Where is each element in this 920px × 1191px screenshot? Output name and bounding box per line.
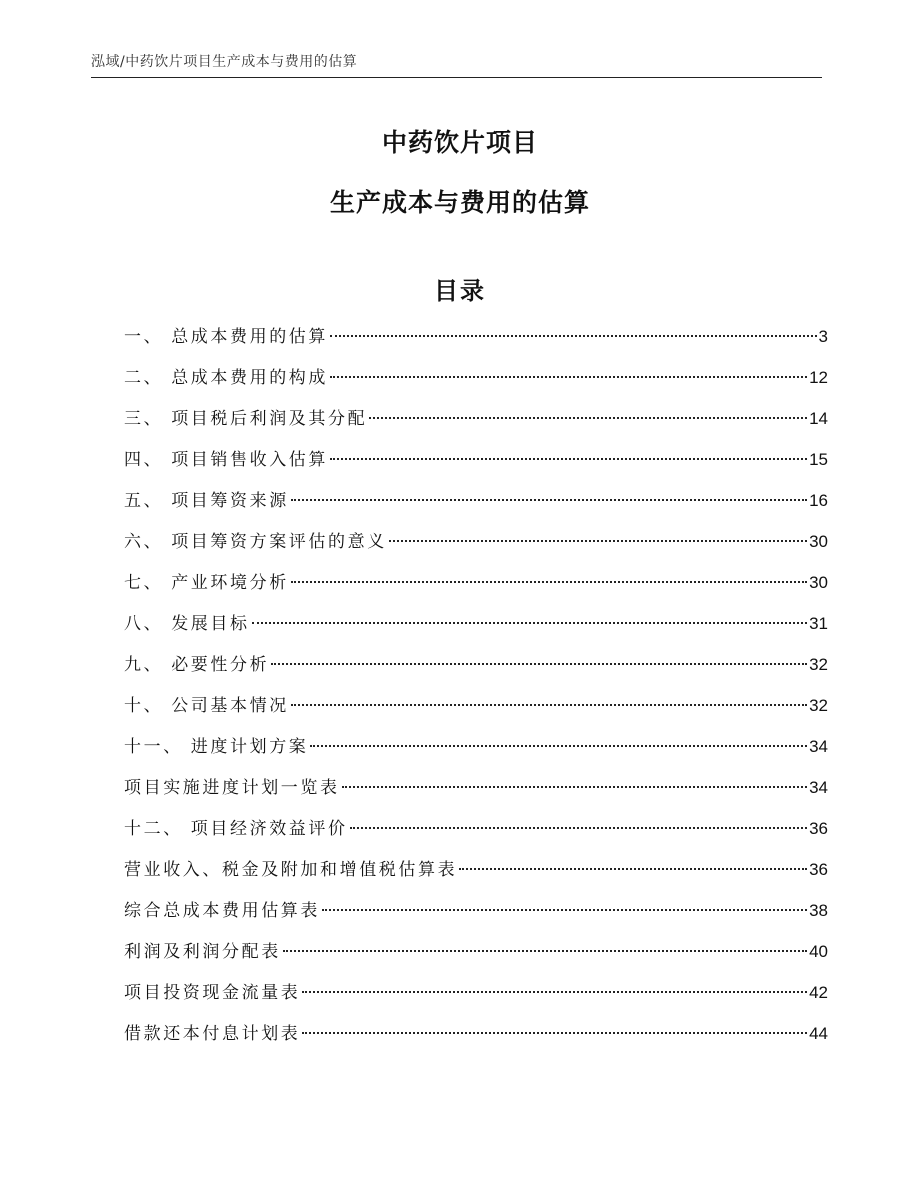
toc-entry[interactable] [124, 685, 828, 726]
toc-entry[interactable] [124, 931, 828, 972]
toc-entry-label: 一、 总成本费用的估算 [124, 327, 329, 347]
document-title-line-1: 中药饮片项目 [381, 128, 538, 157]
toc-dot-leader [322, 909, 807, 911]
toc-entry-label: 五、 项目筹资来源 [124, 491, 289, 511]
toc-entry-label: 七、 产业环境分析 [124, 573, 289, 593]
toc-entry[interactable] [124, 562, 828, 603]
toc-dot-leader [342, 786, 807, 788]
toc-entry[interactable] [124, 767, 828, 808]
toc-dot-leader [350, 827, 807, 829]
toc-entry-label: 六、 项目筹资方案评估的意义 [124, 532, 387, 552]
toc-dot-leader [330, 335, 817, 337]
toc-entry[interactable] [124, 480, 828, 521]
toc-entry-page: 34 [809, 778, 828, 797]
toc-dot-leader [302, 1032, 807, 1034]
toc-entry[interactable] [124, 603, 828, 644]
toc-dot-leader [459, 868, 807, 870]
toc-entry[interactable] [124, 316, 828, 357]
toc-entry-page: 31 [809, 614, 828, 633]
toc-dot-leader [369, 417, 807, 419]
toc-entry-page: 30 [809, 532, 828, 551]
toc-entry-page: 12 [809, 368, 828, 387]
toc-dot-leader [302, 991, 807, 993]
toc-entry[interactable] [124, 972, 828, 1013]
toc-entry-page: 38 [809, 901, 828, 920]
toc-dot-leader [330, 376, 807, 378]
header-divider [91, 77, 822, 78]
toc-entry-page: 34 [809, 737, 828, 756]
toc-dot-leader [330, 458, 807, 460]
toc-entry-page: 44 [809, 1024, 828, 1043]
toc-dot-leader [291, 704, 807, 706]
toc-entry-label: 综合总成本费用估算表 [124, 901, 320, 921]
toc-entry[interactable] [124, 849, 828, 890]
toc-entry[interactable] [124, 808, 828, 849]
toc-entry-page: 30 [809, 573, 828, 592]
toc-entry-label: 十二、 项目经济效益评价 [124, 819, 348, 839]
running-header: 泓域/中药饮片项目生产成本与费用的估算 [91, 54, 358, 70]
toc-entry-page: 32 [809, 655, 828, 674]
toc-entry-page: 14 [809, 409, 828, 428]
toc-entry[interactable] [124, 439, 828, 480]
toc-entry-label: 九、 必要性分析 [124, 655, 270, 675]
toc-dot-leader [271, 663, 807, 665]
toc-entry-label: 二、 总成本费用的构成 [124, 368, 329, 388]
toc-entry-page: 32 [809, 696, 828, 715]
toc-dot-leader [252, 622, 807, 624]
toc-dot-leader [389, 540, 807, 542]
toc-heading: 目录 [434, 277, 486, 305]
toc-dot-leader [291, 499, 807, 501]
document-title-line-2: 生产成本与费用的估算 [329, 188, 590, 217]
toc-entry-label: 四、 项目销售收入估算 [124, 450, 329, 470]
toc-dot-leader [291, 581, 807, 583]
toc-entry-label: 项目实施进度计划一览表 [124, 778, 340, 798]
toc-entry[interactable] [124, 357, 828, 398]
toc-entry-page: 36 [809, 860, 828, 879]
toc-entry-label: 八、 发展目标 [124, 614, 250, 634]
toc-entry-label: 十、 公司基本情况 [124, 696, 289, 716]
toc-entry-label: 三、 项目税后利润及其分配 [124, 409, 368, 429]
toc-entry[interactable] [124, 726, 828, 767]
toc-entry-page: 42 [809, 983, 828, 1002]
toc-entry[interactable] [124, 644, 828, 685]
toc-entry-label: 十一、 进度计划方案 [124, 737, 309, 757]
toc-entry-page: 3 [818, 327, 828, 346]
toc-entry-page: 15 [809, 450, 828, 469]
toc-entry-page: 16 [809, 491, 828, 510]
toc-entry-page: 36 [809, 819, 828, 838]
toc-entry-page: 40 [809, 942, 828, 961]
toc-entry[interactable] [124, 398, 828, 439]
toc-entry-label: 借款还本付息计划表 [124, 1024, 301, 1044]
toc-entry-label: 营业收入、税金及附加和增值税估算表 [124, 860, 458, 880]
toc-entry-label: 利润及利润分配表 [124, 942, 281, 962]
table-of-contents [124, 316, 828, 1054]
toc-entry[interactable] [124, 890, 828, 931]
toc-entry-label: 项目投资现金流量表 [124, 983, 301, 1003]
toc-entry[interactable] [124, 521, 828, 562]
toc-dot-leader [283, 950, 807, 952]
toc-dot-leader [310, 745, 807, 747]
toc-entry[interactable] [124, 1013, 828, 1054]
